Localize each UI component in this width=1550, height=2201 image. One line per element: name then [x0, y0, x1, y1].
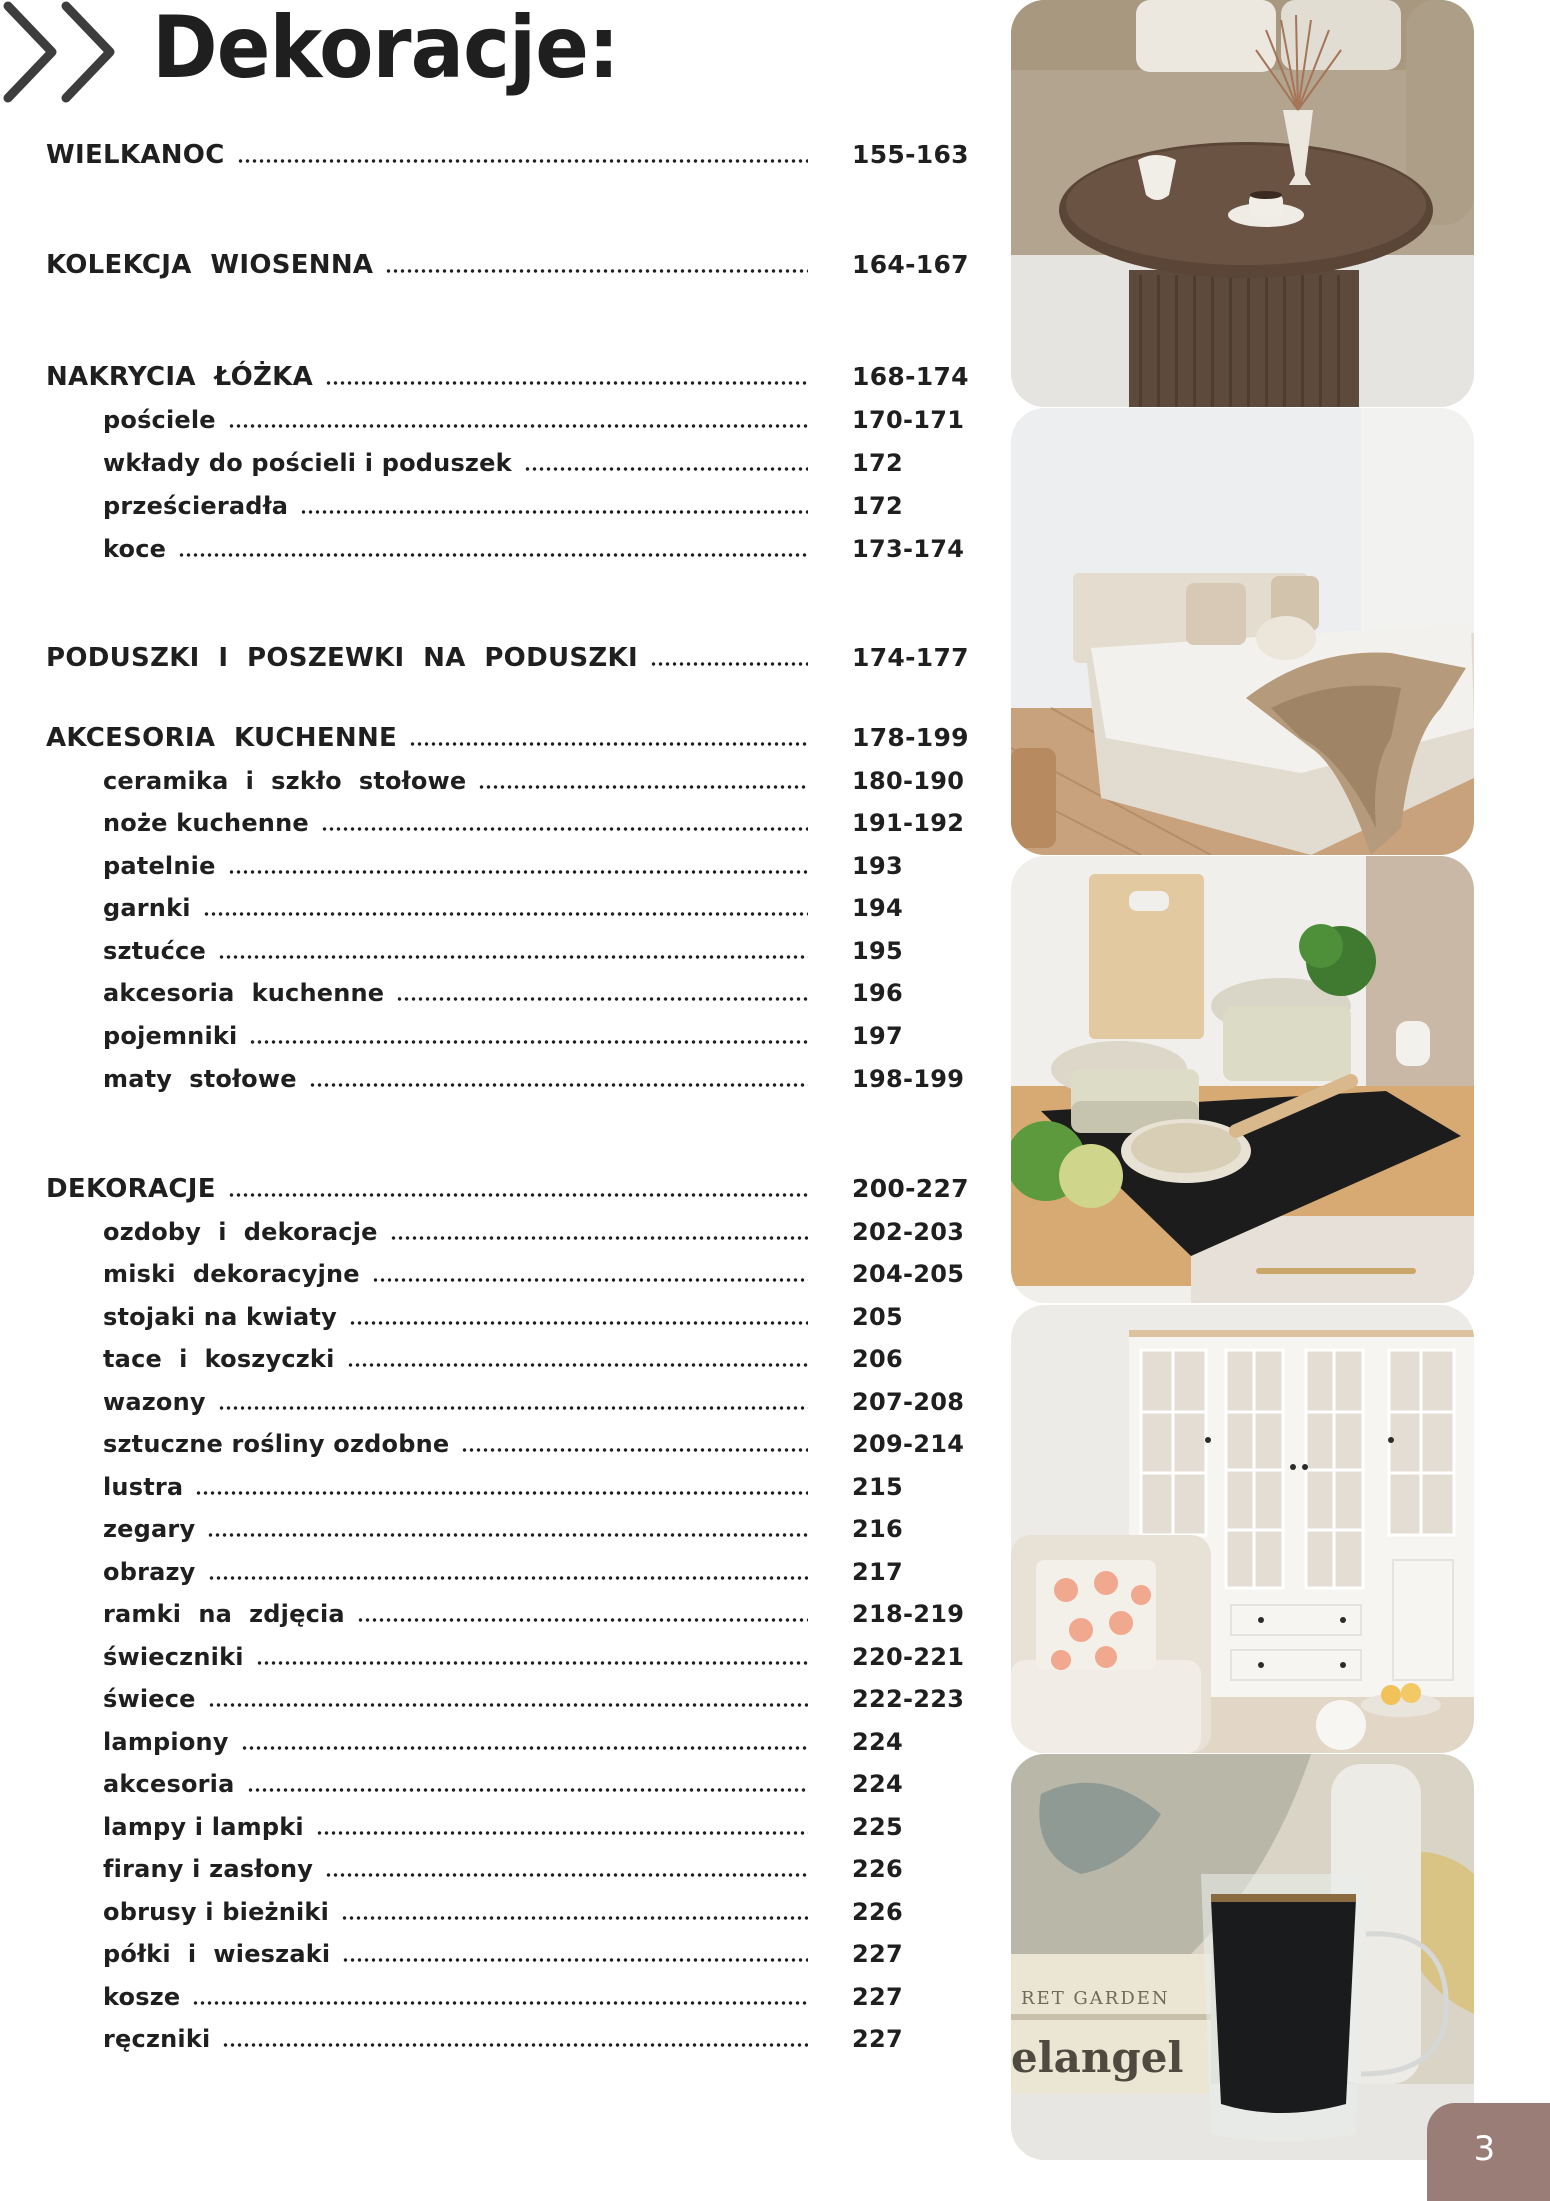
- toc-section-label: NAKRYCIA ŁÓŻKA: [46, 362, 314, 392]
- toc-item[interactable]: [103, 803, 966, 843]
- toc-item[interactable]: [103, 1254, 966, 1294]
- toc-item-label: wazony: [103, 1388, 206, 1416]
- dot-leader: [222, 2019, 808, 2059]
- dot-leader: [524, 443, 808, 483]
- toc-section-label: DEKORACJE: [46, 1174, 216, 1204]
- toc-item-label: lustra: [103, 1473, 184, 1501]
- toc-item-pages: 170-171: [852, 406, 965, 434]
- dot-leader: [342, 1934, 808, 1974]
- dot-leader: [321, 803, 808, 843]
- dot-leader: [461, 1424, 808, 1464]
- toc-section-label: WIELKANOC: [46, 140, 225, 170]
- toc-item-label: akcesoria: [103, 1770, 235, 1798]
- toc-item[interactable]: [103, 1297, 966, 1337]
- toc-item-label: sztućce: [103, 937, 206, 965]
- toc-item-label: firany i zasłony: [103, 1855, 314, 1883]
- photo-display-cabinet: [1011, 1305, 1474, 1753]
- toc-item[interactable]: [103, 1637, 966, 1677]
- toc-item[interactable]: [103, 1764, 966, 1804]
- toc-item-label: ramki na zdjęcia: [103, 1600, 345, 1628]
- dot-leader: [208, 1679, 808, 1719]
- photo-bedroom: [1011, 408, 1474, 855]
- toc-item[interactable]: [103, 2019, 966, 2059]
- toc-item[interactable]: [103, 1382, 966, 1422]
- toc-section-akcesoria-kuchenne[interactable]: [46, 718, 969, 758]
- toc-item[interactable]: [103, 1467, 966, 1507]
- toc-section-label: PODUSZKI I POSZEWKI NA PODUSZKI: [46, 643, 638, 673]
- toc-item-pages: 218-219: [852, 1600, 965, 1628]
- dot-leader: [195, 1467, 808, 1507]
- toc-item-pages: 193: [852, 852, 903, 880]
- toc-item-pages: 224: [852, 1728, 903, 1756]
- toc-item-pages: 173-174: [852, 535, 965, 563]
- toc-item-pages: 226: [852, 1898, 903, 1926]
- toc-item-label: lampiony: [103, 1728, 229, 1756]
- dot-leader: [396, 973, 808, 1013]
- toc-item-label: tace i koszyczki: [103, 1345, 335, 1373]
- dot-leader: [349, 1297, 808, 1337]
- toc-item-label: ozdoby i dekoracje: [103, 1218, 378, 1246]
- dot-leader: [390, 1212, 808, 1252]
- toc-section-dekoracje[interactable]: [46, 1169, 969, 1209]
- photo-kitchen-cookware: [1011, 856, 1474, 1303]
- toc-item[interactable]: [103, 1424, 966, 1464]
- svg-text:RET GARDEN: RET GARDEN: [1021, 1988, 1170, 2009]
- dot-leader: [208, 1552, 808, 1592]
- toc-item[interactable]: [103, 1016, 966, 1056]
- toc-item-pages: 172: [852, 449, 903, 477]
- toc-item[interactable]: [103, 1807, 966, 1847]
- toc-item-pages: 225: [852, 1813, 903, 1841]
- dot-leader: [409, 718, 808, 758]
- toc-item[interactable]: [103, 1849, 966, 1889]
- photo-coffee-glass: [1011, 1754, 1474, 2160]
- toc-item[interactable]: [103, 1509, 966, 1549]
- toc-item-label: stojaki na kwiaty: [103, 1303, 337, 1331]
- dot-leader: [347, 1339, 808, 1379]
- toc-item-label: garnki: [103, 894, 191, 922]
- dot-leader: [247, 1764, 809, 1804]
- toc-item[interactable]: [103, 1059, 966, 1099]
- toc-item[interactable]: [103, 400, 966, 440]
- photo-coffee-table: [1011, 0, 1474, 407]
- toc-item-pages: 197: [852, 1022, 903, 1050]
- dot-leader: [249, 1016, 808, 1056]
- dot-leader: [228, 846, 808, 886]
- toc-item-pages: 222-223: [852, 1685, 965, 1713]
- toc-item-label: ceramika i szkło stołowe: [103, 767, 467, 795]
- svg-text:elangel: elangel: [1011, 2033, 1184, 2082]
- dot-leader: [341, 1892, 808, 1932]
- toc-item-label: pościele: [103, 406, 216, 434]
- toc-item-label: obrusy i bieżniki: [103, 1898, 330, 1926]
- toc-item-pages: 172: [852, 492, 903, 520]
- toc-item[interactable]: [103, 761, 966, 801]
- dot-leader: [207, 1509, 808, 1549]
- toc-page-range: 164-167: [852, 250, 969, 279]
- toc-item-label: kosze: [103, 1983, 181, 2011]
- dot-leader: [228, 400, 808, 440]
- toc-item-pages: 205: [852, 1303, 903, 1331]
- toc-item-pages: 227: [852, 1940, 903, 1968]
- dot-leader: [650, 638, 808, 678]
- toc-item[interactable]: [103, 1892, 966, 1932]
- toc-item[interactable]: [103, 443, 966, 483]
- dot-leader: [372, 1254, 808, 1294]
- toc-item-pages: 215: [852, 1473, 903, 1501]
- toc-section-wielkanoc[interactable]: [46, 135, 969, 175]
- page-title: Dekoracje:: [152, 0, 619, 98]
- dot-leader: [178, 529, 808, 569]
- toc-item-label: obrazy: [103, 1558, 196, 1586]
- toc-item-pages: 206: [852, 1345, 903, 1373]
- toc-item-label: ręczniki: [103, 2025, 211, 2053]
- toc-page-range: 200-227: [852, 1174, 969, 1203]
- toc-item[interactable]: [103, 1722, 966, 1762]
- toc-item-label: zegary: [103, 1515, 196, 1543]
- toc-item-pages: 198-199: [852, 1065, 965, 1093]
- dot-leader: [478, 761, 808, 801]
- dot-leader: [237, 135, 808, 175]
- toc-item[interactable]: [103, 931, 966, 971]
- toc-item-label: świece: [103, 1685, 196, 1713]
- dot-leader: [241, 1722, 808, 1762]
- dot-leader: [316, 1807, 808, 1847]
- toc-item-label: akcesoria kuchenne: [103, 979, 385, 1007]
- toc-section-label: AKCESORIA KUCHENNE: [46, 723, 398, 753]
- toc-item[interactable]: [103, 529, 966, 569]
- toc-section-nakrycia-lozka[interactable]: [46, 357, 969, 397]
- dot-leader: [325, 357, 808, 397]
- dot-leader: [300, 486, 808, 526]
- dot-leader: [228, 1169, 808, 1209]
- toc-section-poduszki[interactable]: [46, 638, 969, 678]
- toc-item-pages: 226: [852, 1855, 903, 1883]
- toc-item-label: patelnie: [103, 852, 216, 880]
- dot-leader: [309, 1059, 808, 1099]
- toc-item[interactable]: [103, 846, 966, 886]
- toc-item-label: lampy i lampki: [103, 1813, 304, 1841]
- toc-item-pages: 194: [852, 894, 903, 922]
- dot-leader: [218, 931, 808, 971]
- toc-item-pages: 227: [852, 2025, 903, 2053]
- dot-leader: [192, 1977, 808, 2017]
- toc-item-pages: 217: [852, 1558, 903, 1586]
- toc-item-pages: 216: [852, 1515, 903, 1543]
- toc-item-label: pojemniki: [103, 1022, 238, 1050]
- toc-item[interactable]: [103, 973, 966, 1013]
- toc-item[interactable]: [103, 1594, 966, 1634]
- toc-item[interactable]: [103, 1977, 966, 2017]
- toc-item[interactable]: [103, 1212, 966, 1252]
- toc-page-range: 178-199: [852, 723, 969, 752]
- dot-leader: [218, 1382, 808, 1422]
- toc-item-label: sztuczne rośliny ozdobne: [103, 1430, 450, 1458]
- toc-page-range: 168-174: [852, 362, 969, 391]
- toc-item-label: wkłady do pościeli i poduszek: [103, 449, 512, 477]
- toc-item-pages: 196: [852, 979, 903, 1007]
- toc-item-label: prześcieradła: [103, 492, 289, 520]
- toc-item[interactable]: [103, 1679, 966, 1719]
- toc-item[interactable]: [103, 486, 966, 526]
- toc-item[interactable]: [103, 1934, 966, 1974]
- toc-item[interactable]: [103, 1552, 966, 1592]
- toc-item[interactable]: [103, 1339, 966, 1379]
- dot-leader: [203, 888, 808, 928]
- toc-item-pages: 195: [852, 937, 903, 965]
- page-number-badge: [1427, 2103, 1550, 2201]
- toc-item-label: maty stołowe: [103, 1065, 297, 1093]
- dot-leader: [325, 1849, 808, 1889]
- dot-leader: [256, 1637, 808, 1677]
- toc-item-pages: 204-205: [852, 1260, 965, 1288]
- toc-page-range: 155-163: [852, 140, 969, 169]
- toc-item-pages: 180-190: [852, 767, 965, 795]
- page-number: 3: [1473, 2129, 1496, 2169]
- toc-item-pages: 227: [852, 1983, 903, 2011]
- toc-item-pages: 209-214: [852, 1430, 965, 1458]
- toc-item-pages: 220-221: [852, 1643, 965, 1671]
- toc-item-label: miski dekoracyjne: [103, 1260, 360, 1288]
- toc-page-range: 174-177: [852, 643, 969, 672]
- toc-item-pages: 224: [852, 1770, 903, 1798]
- toc-item-label: świeczniki: [103, 1643, 244, 1671]
- toc-item[interactable]: [103, 888, 966, 928]
- toc-item-pages: 207-208: [852, 1388, 965, 1416]
- dot-leader: [385, 245, 808, 285]
- toc-section-label: KOLEKCJA WIOSENNA: [46, 250, 374, 280]
- toc-item-pages: 202-203: [852, 1218, 965, 1246]
- dot-leader: [357, 1594, 808, 1634]
- toc-item-label: koce: [103, 535, 167, 563]
- toc-item-label: noże kuchenne: [103, 809, 309, 837]
- toc-item-label: półki i wieszaki: [103, 1940, 331, 1968]
- double-chevron-right-icon: [0, 0, 125, 105]
- toc-section-kolekcja-wiosenna[interactable]: [46, 245, 969, 285]
- toc-item-pages: 191-192: [852, 809, 965, 837]
